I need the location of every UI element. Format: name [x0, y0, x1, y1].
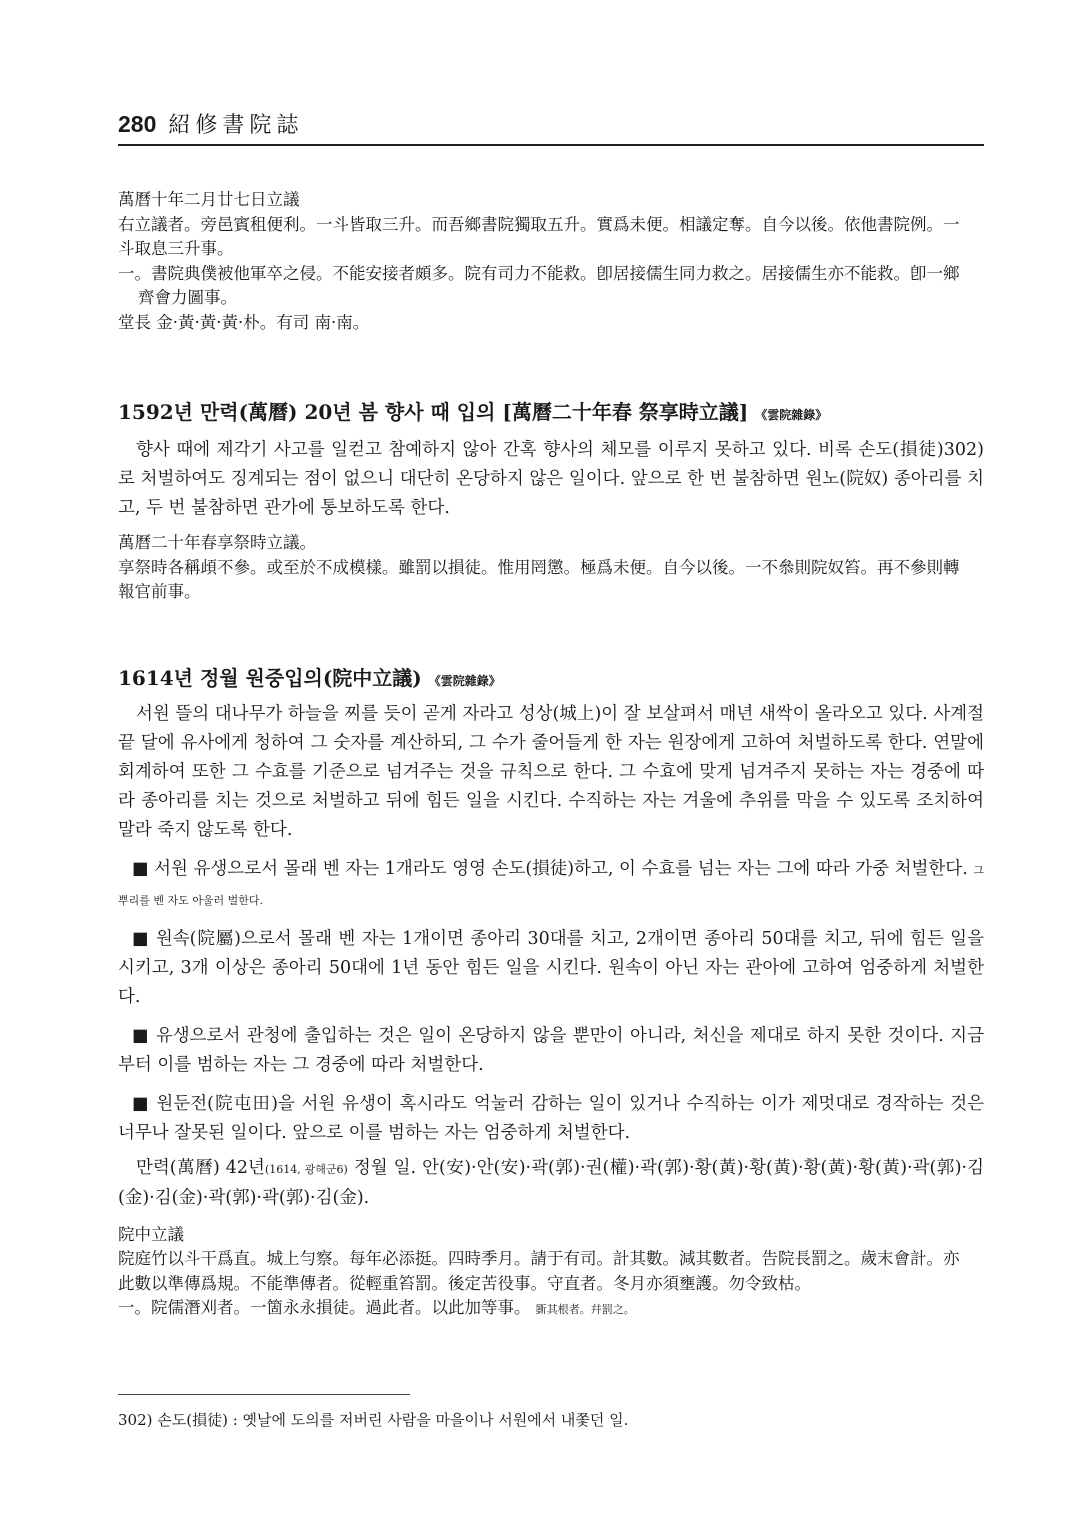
- hanmun-title: 院中立議: [118, 1224, 184, 1244]
- hanmun-line: 享祭時各稱頉不參。或至於不成模樣。雖罰以損徒。惟用罔懲。極爲未便。自今以後。一不叅則院奴笞。再不參則轉: [118, 557, 960, 577]
- source-label: 《雲院雜錄》: [755, 408, 828, 422]
- hanmun-line: 報官前事。: [118, 582, 201, 601]
- page-content: [118, 108, 984, 1323]
- page-header: [118, 108, 984, 146]
- hanmun-line: 堂長 金·黃·黃·黃·朴。有司 南·南。: [118, 312, 370, 332]
- rule-note: 그 뿌리를 벤 자도 아울러 벌한다.: [118, 863, 984, 907]
- section-2-hanmun: [118, 1223, 984, 1323]
- hanmun-block-1: [118, 188, 984, 335]
- section-1-title: 1592년 만력(萬曆) 20년 봄 향사 때 입의 [萬曆二十年春 祭享時立議] 《雲院雜錄》: [118, 400, 828, 424]
- hanmun-line: 萬曆十年二月廿七日立議: [118, 190, 300, 209]
- hanmun-line: 一。院儒潛刈者。一箇永永損徒。過此者。以此加等事。 斵其根者。幷罰之。: [118, 1298, 635, 1317]
- hanmun-line: 右立議者。旁邑賓租便利。一斗皆取三升。而吾鄉書院獨取五升。實爲未便。相議定奪。自今以後。依他書院例。一: [118, 214, 960, 234]
- hanmun-line: 一。書院典僕被他軍卒之侵。不能安接者頗多。院有司力不能救。卽居接儒生同力救之。居接儒生亦不能救。卽一鄉: [118, 263, 960, 283]
- signoff: 만력(萬曆) 42년(1614, 광해군6) 정월 일. 안(安)·안(安)·곽(郭)·권(權)·곽(郭)·황(黃)·황(黃)·황(黃)·황(黃)·곽(郭)·김(金)·김(金)·곽(郭)·곽(郭)·김(金).: [118, 1157, 984, 1208]
- rule-item-4: ■ 원둔전(院屯田)을 서원 유생이 혹시라도 억눌러 감하는 일이 있거나 수직하는 이가 제멋대로 경작하는 것은 너무나 잘못된 일이다. 앞으로 이를 범하는 자는 엄중하게 처벌한다.: [118, 1093, 984, 1143]
- rule-item-2: ■ 원속(院屬)으로서 몰래 벤 자는 1개이면 종아리 30대를 치고, 2개이면 종아리 50대를 치고, 뒤에 힘든 일을 시키고, 3개 이상은 종아리 50대에 1년 동안 힘든 일을 시킨다. 원속이 아닌 자는 관아에 고하여 엄중하게 처벌한다.: [118, 928, 984, 1007]
- section-1-body: 향사 때에 제각기 사고를 일컫고 참예하지 않아 간혹 향사의 체모를 이루지 못하고 있다. 비록 손도(損徒)302)로 처벌하여도 징계되는 점이 없으니 대단히 온당하지 않은 일이다. 앞으로 한 번 불참하면 원노(院奴) 종아리를 치고, 두 번 불참하면 관가에 통보하도록 한다.: [118, 440, 984, 518]
- rule-item-3: ■ 유생으로서 관청에 출입하는 것은 일이 온당하지 않을 뿐만이 아니라, 처신을 제대로 하지 못한 것이다. 지금부터 이를 범하는 자는 그 경중에 따라 처벌한다.: [118, 1025, 984, 1075]
- page-number: 280: [118, 111, 157, 137]
- book-title: 紹修書院誌: [168, 113, 304, 138]
- section-2-title: 1614년 정월 원중입의(院中立議) 《雲院雜錄》: [118, 665, 501, 690]
- hanmun-line: 齊會力圖事。: [138, 288, 237, 307]
- source-label: 《雲院雜錄》: [428, 673, 501, 688]
- hanmun-title: 萬曆二十年春享祭時立議。: [118, 533, 316, 552]
- footnote: 302) 손도(損徒) : 옛날에 도의를 저버린 사람을 마을이나 서원에서 내쫓던 일.: [118, 1411, 629, 1429]
- section-2-body: 서원 뜰의 대나무가 하늘을 찌를 듯이 곧게 자라고 성상(城上)이 잘 보살펴서 매년 새싹이 올라오고 있다. 사계절 끝 달에 유사에게 청하여 그 숫자를 계산하되, 그 수가 줄어들게 한 자는 원장에게 고하여 처벌하도록 한다. 연말에 회계하여 또한 그 수효를 기준으로 넘겨주는 것을 규칙으로 한다. 그 수효에 맞게 넘겨주지 못하는 자는 경중에 따라 종아리를 치는 것으로 처벌하고 뒤에 힘든 일을 시킨다. 수직하는 자는 겨울에 추위를 막을 수 있도록 조치하여 말라 죽지 않도록 한다.: [118, 703, 984, 840]
- hanmun-line: 院庭竹以斗干爲直。城上勻察。每年必添挺。四時季月。請于有司。計其數。減其數者。告院長罰之。歲末會計。亦: [118, 1249, 960, 1268]
- hanmun-line: 斗取息三升事。: [118, 239, 234, 258]
- section-1-hanmun: [118, 531, 984, 605]
- rule-item-1: ■ 서원 유생으로서 몰래 벤 자는 1개라도 영영 손도(損徒)하고, 이 수효를 넘는 자는 그에 따라 가중 처벌한다. 그 뿌리를 벤 자도 아울러 벌한다.: [118, 858, 984, 907]
- hanmun-line: 此數以準傳爲規。不能準傳者。從輕重笞罰。後定苦役事。守直者。冬月亦須壅護。勿令致枯。: [118, 1273, 811, 1293]
- footnote-divider: [118, 1394, 410, 1395]
